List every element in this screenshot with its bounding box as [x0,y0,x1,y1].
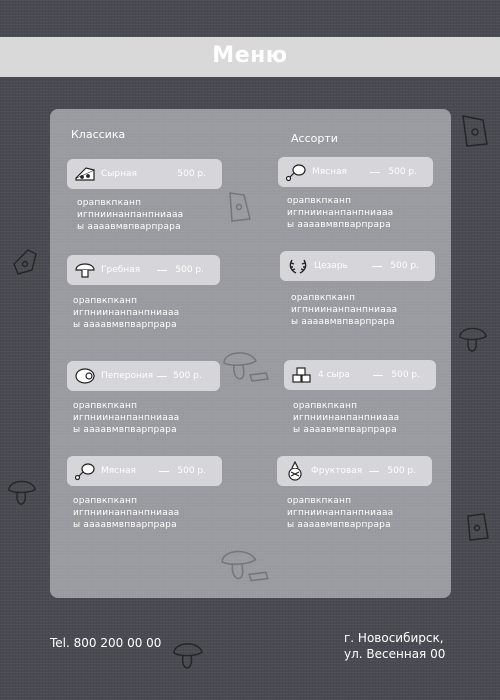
item-description: орапвкпканп игпниинанпанпниааа ы аааавмвпварпрара [287,496,394,530]
sausage-icon [74,366,96,386]
menu-item-pill[interactable] [277,456,432,486]
item-price: 500 р. [388,167,417,177]
item-name: Сырная [101,169,137,179]
item-price: 500 р. [391,370,420,380]
mushroom-icon [170,636,206,672]
price-dash [157,376,167,377]
item-name: Пеперония [101,371,154,381]
item-price: 500 р. [175,265,204,275]
page-title: Меню [212,43,288,68]
menu-panel [50,109,451,598]
item-description: орапвкпканп игпниинанпанпниааа ы аааавмвпварпрара [73,296,180,330]
mushroom-icon [220,345,272,385]
price-dash [159,471,169,472]
cheese-slice-icon [462,510,492,544]
menu-item-pill[interactable] [67,159,222,189]
price-dash [370,172,380,173]
item-description: орапвкпканп игпниинанпанпниааа ы аааавмвпварпрара [73,401,180,435]
item-name: Фруктовая [311,466,363,476]
item-price: 500 р. [173,371,202,381]
meat-leg-icon [285,162,307,182]
mushroom-icon [74,260,96,280]
item-description: орапвкпканп игпниинанпанпниааа ы аааавмвпварпрара [77,198,184,232]
cheese-slice-icon [457,112,491,150]
footer-address-street: ул. Весенная 00 [344,647,446,661]
cheese-blocks-icon [291,365,313,385]
menu-item-pill[interactable] [284,360,436,390]
menu-item-pill[interactable] [67,361,220,391]
menu-item-pill[interactable] [67,255,220,285]
laurel-icon [287,256,309,276]
item-name: Гребная [101,265,141,275]
price-dash [373,375,383,376]
mushroom-icon [5,474,39,508]
cheese-slice-icon [224,189,254,225]
right-heading: Ассорти [291,132,338,145]
price-dash [369,471,379,472]
mushroom-icon [218,543,272,585]
item-price: 500 р. [387,466,416,476]
footer-address-city: г. Новосибирск, [344,631,444,645]
footer-phone: Tel. 800 200 00 00 [50,636,162,650]
item-description: орапвкпканп игпниинанпанпниааа ы аааавмвпварпрара [293,401,400,435]
item-description: орапвкпканп игпниинанпанпниааа ы аааавмвпварпрара [291,293,398,327]
item-name: Цезарь [314,261,348,271]
price-dash [159,174,169,175]
item-name: Мясная [312,167,347,177]
mushroom-icon [456,320,490,356]
item-price: 500 р. [177,169,206,179]
item-description: орапвкпканп игпниинанпанпниааа ы аааавмвпварпрара [73,496,180,530]
item-description: орапвкпканп игпниинанпанпниааа ы аааавмвпварпрара [287,196,394,230]
meat-leg-icon [74,461,96,481]
price-dash [372,266,382,267]
menu-item-pill[interactable] [280,251,435,281]
item-name: 4 сыра [318,370,350,380]
item-price: 500 р. [177,466,206,476]
price-dash [157,270,167,271]
cheese-icon [74,164,96,184]
menu-item-pill[interactable] [278,157,433,187]
item-price: 500 р. [390,261,419,271]
left-heading: Классика [71,128,126,141]
pineapple-icon [284,461,306,481]
cheese-slice-icon [10,244,42,278]
menu-item-pill[interactable] [67,456,222,486]
item-name: Мясная [101,466,136,476]
